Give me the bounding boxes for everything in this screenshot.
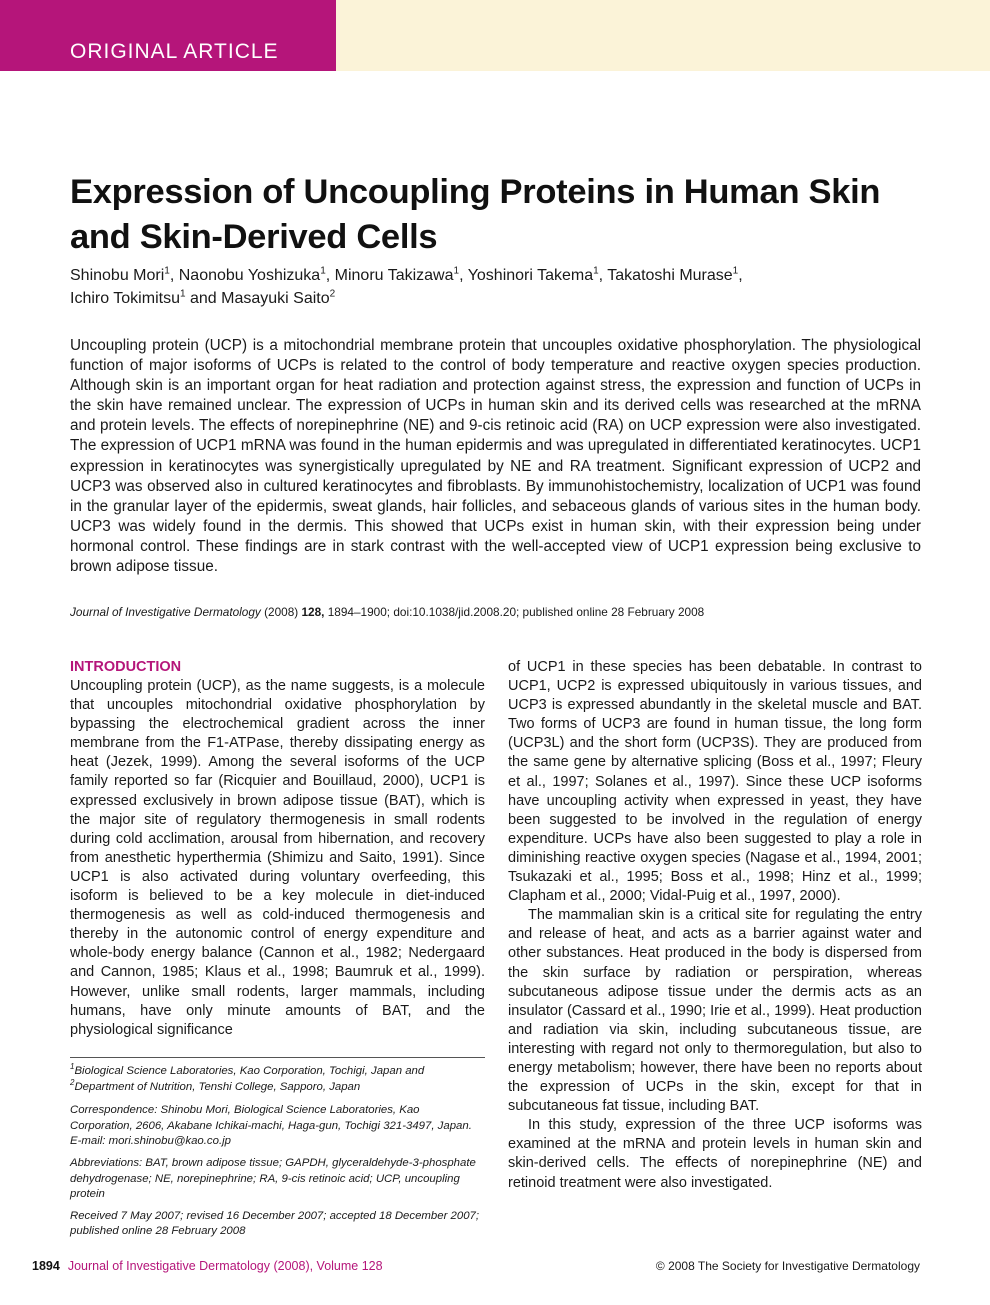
footnotes [70, 1064, 485, 1246]
journal-reference: Journal of Investigative Dermatology (2008), Volume 128 [67, 1259, 383, 1273]
abstract: Uncoupling protein (UCP) is a mitochondrial membrane protein that uncouples oxidative phosphorylation. The physiological function of major isoforms of UCPs is related to the control of body temperature and reactive oxygen species production. Although skin is an important organ for heat radiation and protection against stress, the expression and function of UCPs in the skin have remained unclear. The expression of UCPs in human skin and its derived cells was researched at the mRNA and protein levels. The effects of norepinephrine (NE) and 9-cis retinoic acid (RA) on UCP expression were also investigated. The expression of UCP1 mRNA was found in the human epidermis and was upregulated in differentiated keratinocytes. UCP1 expression in keratinocytes was synergistically upregulated by NE and RA treatment. Significant expression of UCP2 and UCP3 was observed also in cultured keratinocytes and fibroblasts. By immunohistochemistry, localization of UCP1 was found in the granular layer of the epidermis, sweat glands, hair follicles, and sebaceous glands of various sites in the human body. UCP3 was widely found in the dermis. This showed that UCPs exist in human skin, with their expression being under hormonal control. These findings are in stark contrast with the well-accepted view of UCP1 expression being exclusive to brown adipose tissue. [70, 337, 921, 576]
section-label: ORIGINAL ARTICLE [70, 40, 279, 63]
footnote-divider [70, 1057, 485, 1058]
author: Ichiro Tokimitsu$^1$ and [70, 288, 222, 307]
author: Minoru Takizawa$^1$, [334, 265, 468, 284]
body-paragraph: of UCP1 in these species has been debatable. In contrast to UCP1, UCP2 is expressed ubiquitously in various tissues, and UCP3 is expressed abundantly in the skeletal muscle and BAT. Two forms of UCP3 are found in human tissue, the long form (UCP3L) and the short form (UCP3S). They are produced from the same gene by alternative splicing (Boss et al., 1997; Fleury et al., 1997; Solanes et al., 1997). Since these UCP isoforms have uncoupling activity when expressed in yeast, they have been suggested to be involved in the regulation of energy expenditure. UCPs have also been suggested to play a role in diminishing reactive oxygen species (Nagase et al., 1994, 2001; Tsukazaki et al., 1995; Boss et al., 1998; Hinz et al., 1999; Clapham et al., 2000; Vidal-Puig et al., 1997, 2000). [508, 659, 922, 905]
citation-line: Journal of Investigative Dermatology (2008) 128, 1894–1900; doi:10.1038/jid.2008.20; published online 28 February 2008 [70, 605, 705, 619]
abbreviations-note: Abbreviations: BAT, brown adipose tissue; GAPDH, glyceraldehyde-3-phosphate dehydrogenase; NE, norepinephrine; RA, 9-cis retinoic acid; UCP, uncoupling protein [70, 1156, 476, 1201]
author-list [70, 264, 930, 310]
author: Shinobu Mori$^1$, [70, 265, 179, 284]
author: Yoshinori Takema$^1$, [467, 265, 608, 284]
left-column [70, 658, 485, 1040]
right-column [508, 658, 922, 1193]
body-paragraph: The mammalian skin is a critical site for regulating the entry and release of heat, and acts as a barrier against water and other substances. Heat produced in the body is dispersed from the skin surface by radiation or perspiration, whereas subcutaneous adipose tissue under the dermis acts as an insulator (Cassard et al., 1990; Irie et al., 1999). Heat production and radiation via skin, including subcutaneous tissue, are interesting with regard not only to thermoregulation, but also to energy metabolism; however, there have been no reports about the expression of UCPs in the skin, except for that in subcutaneous fat tissue, including BAT. [508, 907, 922, 1115]
article-title: Expression of Uncoupling Proteins in Human Skin and Skin-Derived Cells [70, 173, 881, 256]
page-number: 1894 [32, 1259, 60, 1273]
body-paragraph: Uncoupling protein (UCP), as the name suggests, is a molecule that uncouples mitochondrial oxidative phosphorylation by bypassing the electrochemical gradient across the inner membrane from the F1-ATPase, thereby dissipating energy as heat (Jezek, 1999). Among the several isoforms of the UCP family reported so far (Ricquier and Bouillaud, 2000), UCP1 is expressed exclusively in brown adipose tissue (BAT), which is the major site of regulatory thermogenesis in small rodents during cold acclimation, arousal from hibernation, and recovery from anesthetic hyperthermia (Shimizu and Saito, 1991). Since UCP1 is also activated during voluntary overfeeding, this isoform is believed to be a key molecule in diet-induced thermogenesis as well as cold-induced thermogenesis and thereby in the autonomic control of energy expenditure and whole-body energy balance (Cannon et al., 1982; Nedergaard and Cannon, 1985; Klaus et al., 1998; Baumruk et al., 1999). However, unlike small rodents, larger mammals, including humans, have only minute amounts of BAT, and the physiological significance [70, 678, 485, 1038]
section-heading-introduction: INTRODUCTION [70, 659, 182, 675]
author: Masayuki Saito$^2$ [221, 288, 336, 307]
received-dates: Received 7 May 2007; revised 16 December 2007; accepted 18 December 2007; published online 28 February 2008 [70, 1209, 480, 1238]
section-banner [0, 0, 336, 71]
author: Takatoshi Murase$^1$, [607, 265, 743, 284]
affiliations: $^1$Biological Science Laboratories, Kao Corporation, Tochigi, Japan and $^2$Department of Nutrition, Tenshi College, Sapporo, Japan [70, 1062, 425, 1093]
body-paragraph: In this study, expression of the three UCP isoforms was examined at the mRNA and protein levels in human skin and skin-derived cells. The effects of norepinephrine (NE) and retinoid treatment were also investigated. [508, 1117, 922, 1191]
header-band [336, 0, 990, 71]
page-footer-left [32, 1259, 383, 1273]
correspondence-note: Correspondence: Shinobu Mori, Biological Science Laboratories, Kao Corporation, 2606, Akabane Ichikai-machi, Haga-gun, Tochigi 321-3497, Japan. E-mail: mori.shinobu@kao.co.jp [70, 1104, 472, 1148]
copyright-notice: © 2008 The Society for Investigative Dermatology [655, 1259, 920, 1273]
author: Naonobu Yoshizuka$^1$, [178, 265, 335, 284]
